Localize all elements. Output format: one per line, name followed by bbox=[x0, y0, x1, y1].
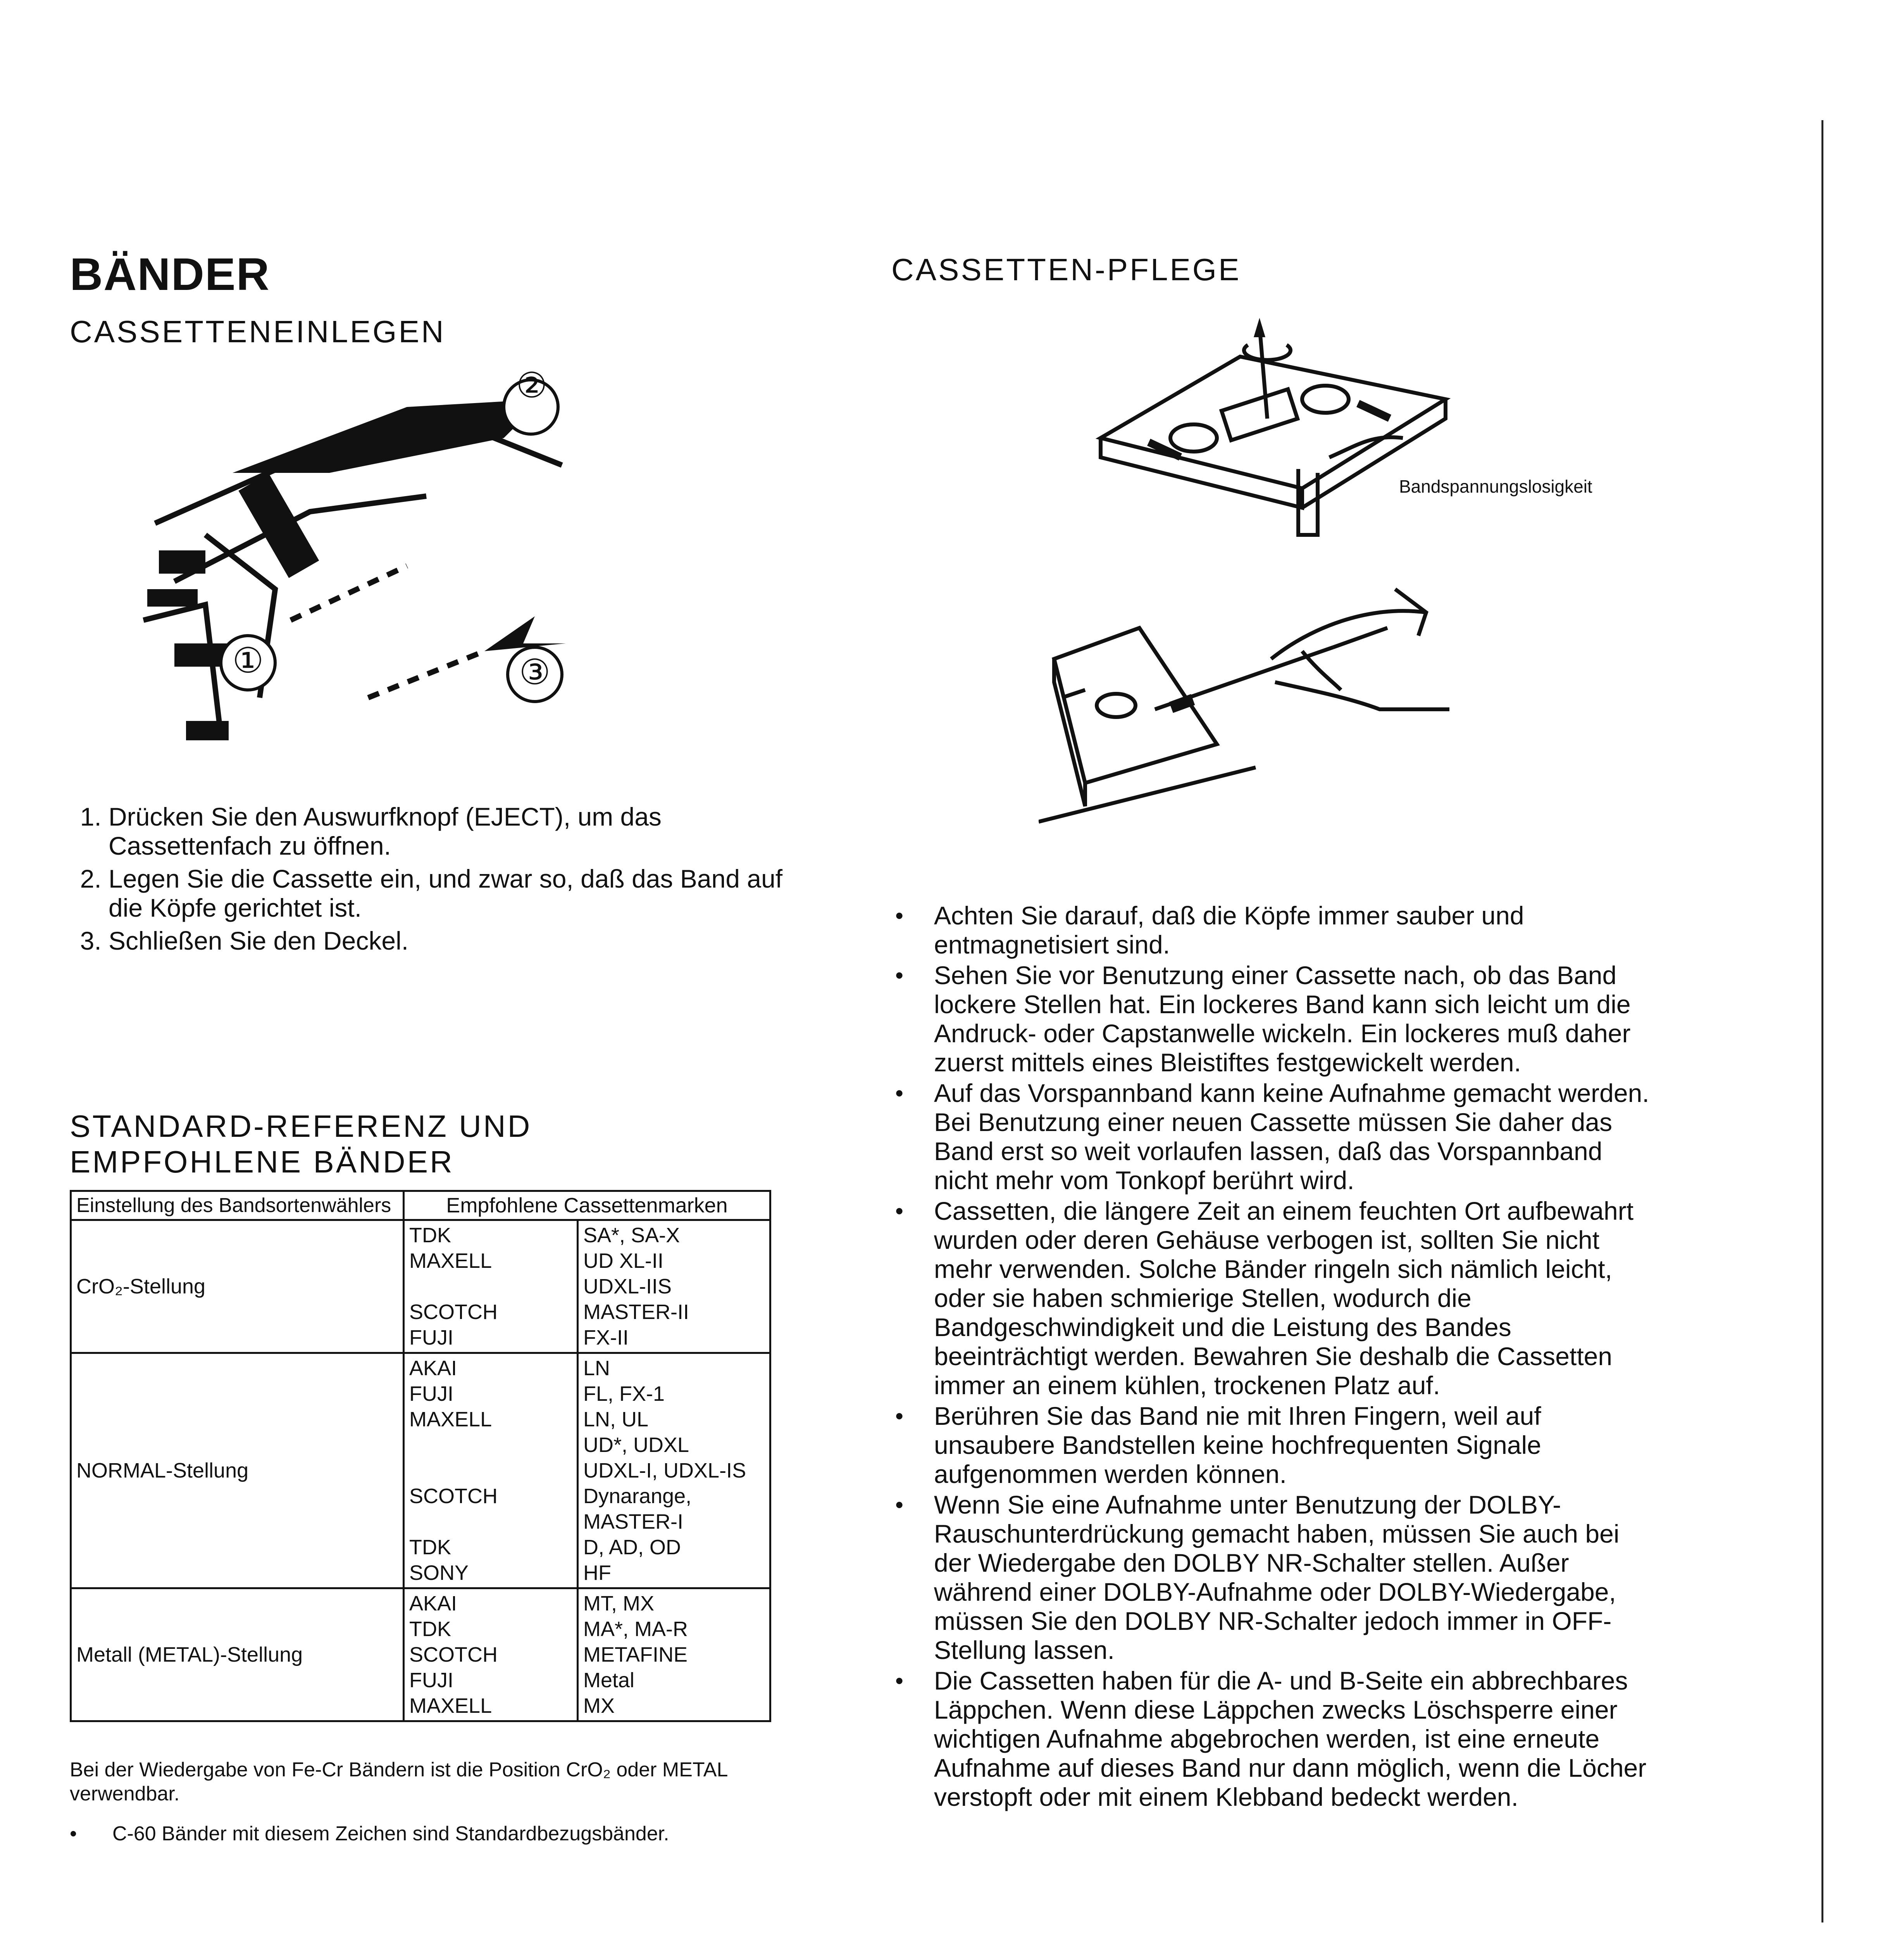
manufacturers-normal: AKAI FUJI MAXELL SCOTCH TDK SONY bbox=[404, 1353, 578, 1588]
insert-step: 2. Legen Sie die Cassette ein, und zwar so, daß das Band auf die Köpfe gerichtet ist. bbox=[109, 864, 822, 922]
callout-2: ② bbox=[516, 367, 548, 405]
header-setting: Einstellung des Bandsortenwählers bbox=[71, 1191, 404, 1220]
care-bullets bbox=[895, 901, 1663, 1813]
models-cro2: SA*, SA-X UD XL-II UDXL-IIS MASTER-II FX-II bbox=[578, 1220, 770, 1353]
care-title: CASSETTEN-PFLEGE bbox=[891, 252, 1241, 287]
insert-step: 3. Schließen Sie den Deckel. bbox=[109, 926, 822, 955]
manufacturers-cro2: TDK MAXELL SCOTCH FUJI bbox=[404, 1220, 578, 1353]
margin-line bbox=[1821, 120, 1823, 1922]
setting-cro2: CrO₂-Stellung bbox=[71, 1220, 404, 1353]
section-title: BÄNDER bbox=[70, 249, 270, 300]
care-bullet: • Achten Sie darauf, daß die Köpfe immer sauber und entmagnetisiert sind. bbox=[934, 901, 1663, 959]
reference-footnote: C-60 Bänder mit diesem Zeichen sind Standardbezugsbänder. bbox=[112, 1822, 669, 1845]
reference-title-line1: STANDARD-REFERENZ UND bbox=[70, 1109, 532, 1143]
reference-group-row bbox=[71, 1588, 770, 1721]
reference-title-line2: EMPFOHLENE BÄNDER bbox=[70, 1145, 454, 1179]
care-bullet: • Auf das Vorspannband kann keine Aufnahme gemacht werden. Bei Benutzung einer neuen Cassette müssen Sie daher das Band erst so weit vorlaufen lassen, daß das Vorspannband nicht mehr vom Tonkopf berührt wird. bbox=[934, 1079, 1663, 1195]
reference-header-row bbox=[71, 1191, 770, 1220]
footnote-marker: • bbox=[70, 1822, 77, 1845]
reference-title bbox=[70, 1109, 532, 1180]
insert-steps bbox=[70, 802, 822, 959]
callout-3: ③ bbox=[519, 653, 551, 692]
reference-table bbox=[70, 1190, 771, 1722]
header-brands: Empfohlene Cassettenmarken bbox=[404, 1191, 770, 1220]
reference-group-row bbox=[71, 1353, 770, 1588]
reference-footnote-row bbox=[70, 1822, 775, 1846]
insert-step: 1. Drücken Sie den Auswurfknopf (EJECT), um das Cassettenfach zu öffnen. bbox=[109, 802, 822, 860]
cassette-slack-illustration bbox=[1077, 310, 1581, 562]
care-bullet: • Wenn Sie eine Aufnahme unter Benutzung der DOLBY-Rauschunterdrückung gemacht haben, müssen Sie auch bei der Wiedergabe den DOLBY NR-Schalter stellen. Außer während einer DOLBY-Aufnahme oder DOLBY-Wiedergabe, müssen Sie den DOLBY NR-Schalter jedoch immer in OFF-Stellung lassen. bbox=[934, 1490, 1663, 1665]
models-metal: MT, MX MA*, MA-R METAFINE Metal MX bbox=[578, 1588, 770, 1721]
care-bullet: • Cassetten, die längere Zeit an einem feuchten Ort aufbewahrt wurden oder deren Gehäuse verbogen ist, sollten Sie nicht mehr verwenden. Solche Bänder ringeln sich nämlich leicht, oder sie haben schmierige Stellen, wodurch die Bandgeschwindigkeit und die Leistung des Bandes beeinträchtigt werden. Bewahren Sie deshalb die Cassetten immer an einem kühlen, trockenen Platz auf. bbox=[934, 1197, 1663, 1400]
setting-metal: Metall (METAL)-Stellung bbox=[71, 1588, 404, 1721]
models-normal: LN FL, FX-1 LN, UL UD*, UDXL UDXL-I, UDXL-IS Dynarange, MASTER-I D, AD, OD HF bbox=[578, 1353, 770, 1588]
setting-normal: NORMAL-Stellung bbox=[71, 1353, 404, 1588]
insert-title: CASSETTENEINLEGEN bbox=[70, 314, 446, 349]
care-bullet: • Sehen Sie vor Benutzung einer Cassette nach, ob das Band lockere Stellen hat. Ein lockeres Band kann sich leicht um die Andruck- oder Capstanwelle wickeln. Ein lockeres muß daher zuerst mittels eines Bleistiftes festgewickelt werden. bbox=[934, 961, 1663, 1077]
cassette-insert-illustration bbox=[58, 349, 639, 775]
reference-note: Bei der Wiedergabe von Fe-Cr Bändern ist die Position CrO₂ oder METAL verwendbar. bbox=[70, 1759, 727, 1805]
manufacturers-metal: AKAI TDK SCOTCH FUJI MAXELL bbox=[404, 1588, 578, 1721]
callout-1: ① bbox=[232, 642, 264, 680]
pencil-rewind-illustration bbox=[1039, 581, 1496, 833]
slack-label: Bandspannungslosigkeit bbox=[1399, 476, 1592, 497]
reference-group-row bbox=[71, 1220, 770, 1353]
care-bullet: • Berühren Sie das Band nie mit Ihren Fingern, weil auf unsaubere Bandstellen keine hochfrequenten Signale aufgenommen werden können. bbox=[934, 1402, 1663, 1489]
care-bullet: • Die Cassetten haben für die A- und B-Seite ein abbrechbares Läppchen. Wenn diese Läppchen zwecks Löschsperre einer wichtigen Aufnahme abgebrochen werden, ist eine erneute Aufnahme auf dieses Band nur dann möglich, wenn die Löcher verstopft oder mit einem Klebband bedeckt werden. bbox=[934, 1666, 1663, 1812]
